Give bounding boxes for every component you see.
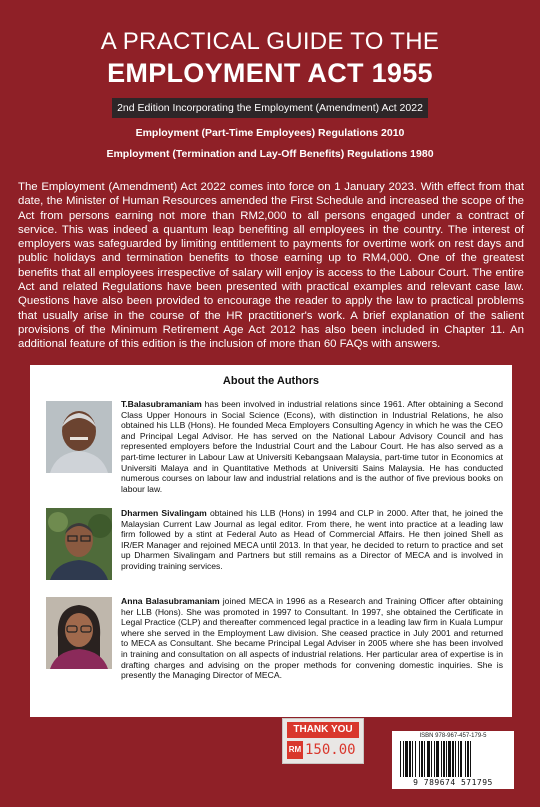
regulation-line-2: Employment (Termination and Lay-Off Benefits) Regulations 1980: [106, 148, 434, 160]
title-line-2: EMPLOYMENT ACT 1955: [107, 58, 433, 88]
barcode-stripe: [443, 741, 445, 777]
barcode-number: 9 789674 571795: [413, 778, 493, 787]
author-bio-text: has been involved in industrial relations since 1961. After obtaining a Second Class Upper Honours in Social Science (Econs), with distinction in Industrial Relations, he also obtained his LLB (Hons). He founded Meca Employers Consulting Agency in which he was the CEO and Principal Legal Advisor. He has served on the National Labour Advisory Council and has represented employers before the Industrial Court and the Labour Court. He has also served as a part-time lecturer in Labour Law at Universiti Kebangsaan Malaysia, part-time tutor in Economics at Universiti Malaya and in Quantitative Methods at Universiti Sains Malaysia. He has conducted numerous courses on labour law and industrial relations and is the author of five previous books on labour law.: [121, 399, 503, 494]
author-name: Anna Balasubramaniam: [121, 596, 220, 606]
barcode-stripe: [434, 741, 435, 777]
barcode-stripe: [460, 741, 462, 777]
barcode-stripe: [409, 741, 411, 777]
author-name: Dharmen Sivalingam: [121, 508, 207, 518]
barcode-stripe: [403, 741, 404, 777]
barcode-stripe: [448, 741, 451, 777]
author-photo-t-balasubramaniam: [46, 401, 112, 473]
author-bio-text: joined MECA in 1996 as a Research and Training Officer after obtaining her LLB (Hons). She was promoted in 1997 to Consultant. In 1997, she obtained the Certificate in Legal Practice (CLP) and thereafter commenced legal practice in a leading law firm in Kuala Lumpur where she served in the Employment Law division. She ceased practice in July 2001 and returned to MECA as Consultant. She became Principal Legal Adviser in 2005 where she has been involved in training and consultation on all aspects of industrial relations. Her particular area of expertise is in drafting charges and advising on the proper methods for convening domestic inquiries. She is presently the Managing Director of MECA.: [121, 596, 503, 681]
author-name: T.Balasubramaniam: [121, 399, 202, 409]
author-photo-anna-balasubramaniam: [46, 597, 112, 669]
barcode-stripe: [427, 741, 430, 777]
barcode-stripe: [421, 741, 423, 777]
barcode-stripe: [467, 741, 469, 777]
author-bio-1: [121, 399, 503, 494]
author-bio-text: obtained his LLB (Hons) in 1994 and CLP in 2000. After that, he joined the Malaysian Current Law Journal as legal editor. From there, he went into practice at a leading law firm followed by a stint at Federal Auto as Head of Commercial Affairs. He then joined Shell as IR/ER Manager and rejoined MECA until 2013. In that year, he decided to return to practice and set up Dharmen Sivalingam and Partners but still remains as a Director of MECA and is involved in providing training services.: [121, 508, 504, 571]
author-photo-dharmen-sivalingam: [46, 508, 112, 580]
barcode-stripe: [436, 741, 439, 777]
price-sticker: [282, 718, 364, 764]
isbn-text: ISBN 978-967-457-179-5: [419, 733, 487, 739]
barcode-stripe: [405, 741, 408, 777]
barcode-stripe: [415, 741, 416, 777]
about-authors-panel: [30, 365, 512, 717]
barcode-stripe: [441, 741, 442, 777]
barcode-stripe: [424, 741, 425, 777]
about-authors-heading: About the Authors: [222, 375, 320, 387]
currency-label: RM: [287, 741, 303, 759]
title-line-1: A PRACTICAL GUIDE TO THE: [100, 28, 440, 55]
barcode-stripe: [431, 741, 432, 777]
barcode-stripe: [400, 741, 401, 777]
barcode-stripe: [465, 741, 466, 777]
barcode-stripe: [446, 741, 447, 777]
author-bio-3: [121, 596, 503, 681]
barcode-stripe: [458, 741, 459, 777]
book-blurb: The Employment (Amendment) Act 2022 comes into force on 1 January 2023. With effect from that date, the Minister of Human Resources amended the First Schedule and increased the scope of the Act from persons earning not more than RM2,000 to all persons engaged under a contract of service. This was indeed a quantum leap benefiting all employees in the country. The interest of employers was safeguarded by limiting entitlement to payments for overtime work on rest days and public holidays and termination benefits to those earning up to RM4,000. One of the greatest benefits that all employees irrespective of salary will enjoy is access to the Labour Court. The entire Act and related Regulations have been presented with practical examples and relevant case law. Questions have also been provided to encourage the reader to apply the law to practical problems that usually arise in the course of the HR practitioner's work. A brief explanation of the salient provisions of the Minimum Retirement Age Act 2012 has also been included in Chapter 11. An additional feature of this edition is the inclusion of more than 60 FAQs with answers.: [18, 181, 524, 351]
barcode-icon: [398, 741, 508, 777]
author-bio-2: [121, 508, 503, 572]
barcode-stripe: [412, 741, 413, 777]
isbn-barcode: [392, 731, 514, 789]
barcode-stripe: [455, 741, 456, 777]
price-value: 150.00: [305, 742, 356, 758]
barcode-stripe: [452, 741, 454, 777]
thank-you-label: THANK YOU: [287, 722, 359, 738]
regulation-line-1: Employment (Part-Time Employees) Regulations 2010: [135, 127, 405, 139]
barcode-stripe: [470, 741, 471, 777]
edition-banner: 2nd Edition Incorporating the Employment (Amendment) Act 2022: [112, 98, 428, 118]
barcode-stripe: [419, 741, 420, 777]
